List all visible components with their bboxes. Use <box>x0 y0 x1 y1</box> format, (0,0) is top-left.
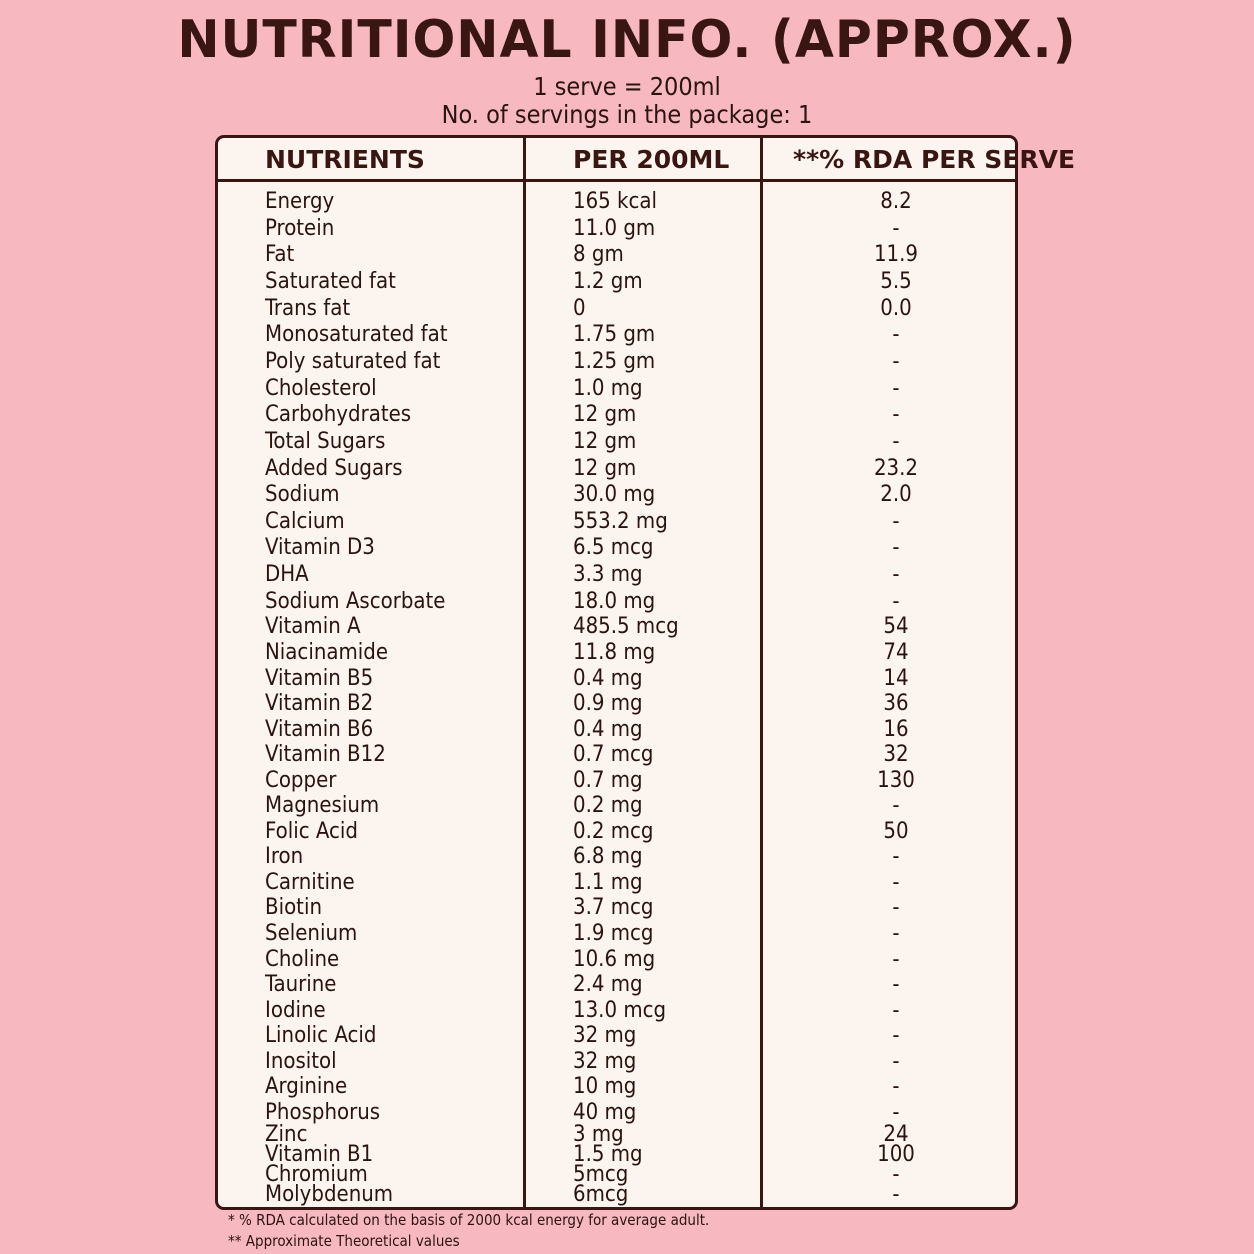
footnote-rda: * % RDA calculated on the basis of 2000 kcal energy for average adult. <box>228 1211 710 1229</box>
nutrient-amount: 1.1 mg <box>573 869 643 895</box>
nutrient-amount: 2.4 mg <box>573 972 643 998</box>
nutrient-amount: 0.2 mcg <box>573 818 654 844</box>
nutrient-name: Calcium <box>265 508 345 534</box>
nutrient-name: Vitamin B12 <box>265 742 386 768</box>
nutrient-rda: - <box>892 1048 900 1074</box>
nutrient-name: Trans fat <box>265 295 351 321</box>
nutrient-rda: - <box>892 428 900 454</box>
header-per-200ml: PER 200ML <box>573 145 730 174</box>
nutrient-rda: - <box>892 997 900 1023</box>
nutrient-amount: 553.2 mg <box>573 508 668 534</box>
nutrient-rda: - <box>892 1181 900 1207</box>
nutrient-rda: 32 <box>883 742 909 768</box>
header-rda: **% RDA PER SERVE <box>793 145 1076 174</box>
nutrient-amount: 8 gm <box>573 242 624 268</box>
nutrient-name: Carbohydrates <box>265 402 412 428</box>
nutrient-amount: 12 gm <box>573 428 637 454</box>
nutrient-name: Iodine <box>265 997 326 1023</box>
nutrient-amount: 10.6 mg <box>573 946 656 972</box>
nutrient-rda: - <box>892 869 900 895</box>
nutrient-rda: - <box>892 793 900 819</box>
nutrient-amount: 30.0 mg <box>573 482 656 508</box>
nutrient-amount: 0.7 mg <box>573 767 643 793</box>
nutrient-name: Niacinamide <box>265 639 389 665</box>
nutrient-name: Copper <box>265 767 337 793</box>
nutrient-name: Poly saturated fat <box>265 348 441 374</box>
nutrient-name: Carnitine <box>265 869 355 895</box>
page-title: NUTRITIONAL INFO. (APPROX.) <box>177 10 1077 70</box>
nutrient-amount: 40 mg <box>573 1099 637 1125</box>
nutrient-amount: 0.4 mg <box>573 716 643 742</box>
nutrient-amount: 6.8 mg <box>573 844 643 870</box>
nutrient-rda: 14 <box>883 665 909 691</box>
nutrient-name: Saturated fat <box>265 268 396 294</box>
nutrient-amount: 11.0 gm <box>573 215 656 241</box>
nutrient-name: Vitamin B5 <box>265 665 374 691</box>
nutrition-table <box>215 135 1076 1210</box>
nutrient-amount: 3 mg <box>573 1121 624 1147</box>
nutrient-amount: 485.5 mcg <box>573 614 679 640</box>
nutrient-name: Energy <box>265 189 335 214</box>
serve-size: 1 serve = 200ml <box>533 72 721 101</box>
nutrient-amount: 3.7 mcg <box>573 895 654 921</box>
nutrient-amount: 32 mg <box>573 1048 637 1074</box>
nutrient-name: Chromium <box>265 1161 368 1187</box>
nutrient-rda: - <box>892 508 900 534</box>
nutrient-rda: 50 <box>883 818 909 844</box>
nutrient-amount: 0 <box>573 295 586 321</box>
nutrient-name: Folic Acid <box>265 818 358 844</box>
nutrient-name: Linolic Acid <box>265 1023 377 1049</box>
nutrient-amount: 0.2 mg <box>573 793 643 819</box>
nutrient-rda: 0.0 <box>880 295 912 321</box>
nutrient-rda: 5.5 <box>880 268 912 294</box>
nutrient-rda: 16 <box>883 716 909 742</box>
nutrient-amount: 1.9 mcg <box>573 921 654 946</box>
nutrient-amount: 0.7 mcg <box>573 742 654 768</box>
nutrient-name: Sodium Ascorbate <box>265 588 446 614</box>
column-divider <box>760 138 763 1207</box>
nutrient-amount: 6mcg <box>573 1181 629 1207</box>
nutrient-name: Selenium <box>265 921 358 946</box>
nutrient-rda: - <box>892 1023 900 1049</box>
nutrient-rda: 130 <box>877 767 915 793</box>
nutrient-amount: 11.8 mg <box>573 639 656 665</box>
nutrient-rda: - <box>892 535 900 561</box>
nutrient-amount: 1.25 gm <box>573 348 656 374</box>
nutrient-amount: 18.0 mg <box>573 588 656 614</box>
nutrient-name: Iron <box>265 844 304 870</box>
nutrient-name: Biotin <box>265 895 322 921</box>
nutrient-amount: 13.0 mcg <box>573 997 667 1023</box>
column-divider <box>523 138 526 1207</box>
nutrient-rda: - <box>892 1099 900 1125</box>
nutrient-rda: - <box>892 895 900 921</box>
header-divider <box>218 179 1015 182</box>
nutrient-name: Vitamin D3 <box>265 535 375 561</box>
nutrient-rda: 74 <box>883 639 909 665</box>
nutrient-name: Molybdenum <box>265 1181 394 1207</box>
nutrient-amount: 0.4 mg <box>573 665 643 691</box>
nutrient-rda: 8.2 <box>880 189 912 214</box>
nutrient-name: Added Sugars <box>265 455 403 481</box>
nutrient-rda: 54 <box>883 614 909 640</box>
nutrient-rda: - <box>892 562 900 588</box>
nutrient-name: Taurine <box>265 972 337 998</box>
nutrient-rda: - <box>892 1161 900 1187</box>
nutrient-amount: 1.5 mg <box>573 1141 643 1167</box>
footnote-approx: ** Approximate Theoretical values <box>228 1232 460 1250</box>
nutrient-name: Total Sugars <box>265 428 386 454</box>
nutrient-name: Magnesium <box>265 793 380 819</box>
nutrient-name: Choline <box>265 946 340 972</box>
nutrient-name: Vitamin B2 <box>265 691 374 717</box>
nutrient-rda: 24 <box>883 1121 909 1147</box>
nutrient-rda: 11.9 <box>873 242 919 268</box>
nutrient-rda: 2.0 <box>880 482 912 508</box>
nutrient-amount: 32 mg <box>573 1023 637 1049</box>
nutrient-amount: 1.75 gm <box>573 322 656 348</box>
nutrient-amount: 0.9 mg <box>573 691 643 717</box>
nutrient-amount: 6.5 mcg <box>573 535 654 561</box>
nutrient-rda: 100 <box>877 1141 915 1167</box>
nutrient-name: Monosaturated fat <box>265 322 448 348</box>
nutrient-amount: 1.2 gm <box>573 268 643 294</box>
nutrient-rda: - <box>892 348 900 374</box>
servings-count: No. of servings in the package: 1 <box>441 100 813 129</box>
nutrient-rda: - <box>892 921 900 946</box>
nutrient-rda: 36 <box>883 691 909 717</box>
nutrient-amount: 3.3 mg <box>573 562 643 588</box>
nutrient-name: Inositol <box>265 1048 337 1074</box>
nutrient-amount: 1.0 mg <box>573 375 643 401</box>
nutrient-name: Vitamin B1 <box>265 1141 374 1167</box>
nutrient-rda: - <box>892 588 900 614</box>
nutrient-name: Arginine <box>265 1074 348 1100</box>
nutrient-rda: - <box>892 946 900 972</box>
header-nutrients: NUTRIENTS <box>265 145 425 174</box>
nutrient-amount: 12 gm <box>573 455 637 481</box>
nutrient-rda: - <box>892 402 900 428</box>
nutrient-amount: 12 gm <box>573 402 637 428</box>
nutrient-name: DHA <box>265 562 309 588</box>
nutrient-amount: 5mcg <box>573 1161 629 1187</box>
nutrient-rda: - <box>892 215 900 241</box>
nutrient-amount: 165 kcal <box>573 189 658 214</box>
nutrient-amount: 10 mg <box>573 1074 637 1100</box>
nutrient-rda: - <box>892 322 900 348</box>
nutrient-rda: - <box>892 1074 900 1100</box>
nutrient-name: Protein <box>265 215 335 241</box>
nutrient-name: Vitamin A <box>265 614 361 640</box>
nutrient-name: Sodium <box>265 482 340 508</box>
nutrient-rda: 23.2 <box>873 455 919 481</box>
nutrient-name: Cholesterol <box>265 375 377 401</box>
nutrient-name: Zinc <box>265 1121 308 1147</box>
nutrient-rda: - <box>892 844 900 870</box>
nutrient-name: Fat <box>265 242 295 268</box>
nutrient-rda: - <box>892 375 900 401</box>
nutrient-name: Vitamin B6 <box>265 716 374 742</box>
nutrient-rda: - <box>892 972 900 998</box>
nutrient-name: Phosphorus <box>265 1099 381 1125</box>
